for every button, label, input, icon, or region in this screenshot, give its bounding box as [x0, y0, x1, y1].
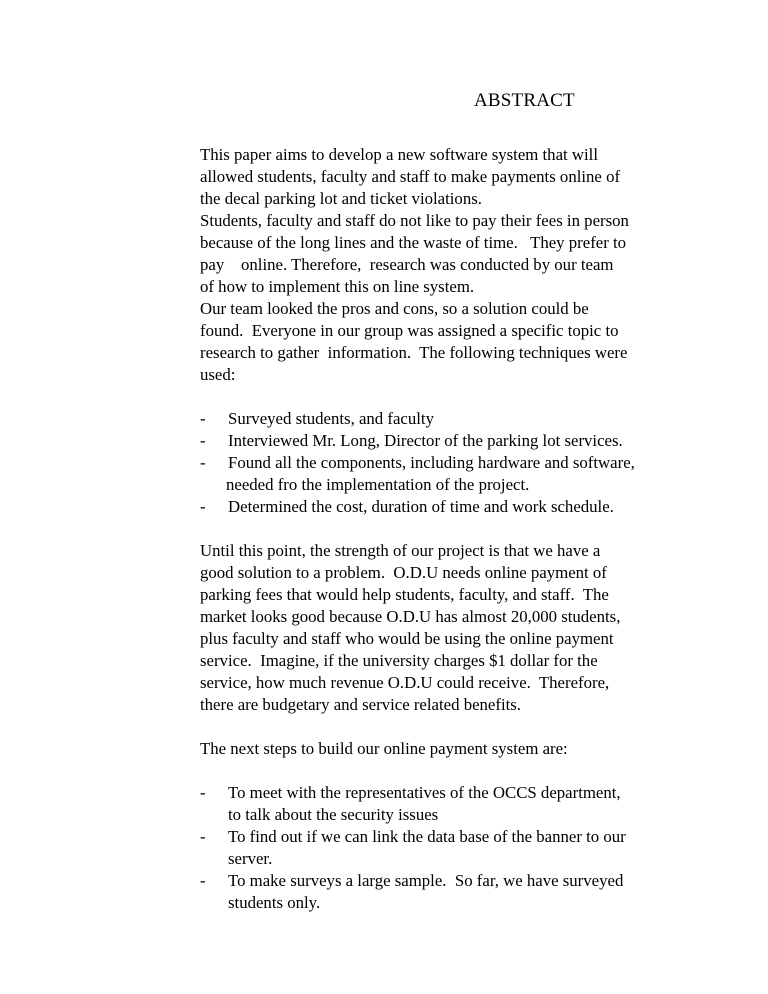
- list-item-text: Interviewed Mr. Long, Director of the parking lot services.: [228, 431, 623, 450]
- page-title: ABSTRACT: [474, 90, 575, 111]
- text-line: plus faculty and staff who would be using the online payment: [200, 629, 614, 648]
- text-line: market looks good because O.D.U has almost 20,000 students,: [200, 607, 621, 626]
- list-item: [200, 826, 760, 848]
- list-dash: -: [200, 497, 206, 516]
- document-body: [200, 144, 760, 914]
- paragraph-gap: [200, 716, 760, 738]
- text-line: there are budgetary and service related benefits.: [200, 695, 522, 714]
- text-line: service, how much revenue O.D.U could receive. Therefore,: [200, 673, 610, 692]
- list-item-continuation: server.: [228, 849, 273, 868]
- paragraph-gap: [200, 386, 760, 408]
- paragraph-gap: [200, 760, 760, 782]
- next-steps-intro: The next steps to build our online payment system are:: [200, 739, 568, 758]
- text-line: because of the long lines and the waste of time. They prefer to: [200, 233, 627, 252]
- list-item: [200, 870, 760, 892]
- list-item: [200, 452, 760, 474]
- text-line: parking fees that would help students, faculty, and staff. The: [200, 585, 609, 604]
- next-steps-list: [200, 782, 760, 914]
- text-line: research to gather information. The following techniques were: [200, 343, 628, 362]
- intro-paragraph: [200, 144, 760, 386]
- text-line: Our team looked the pros and cons, so a solution could be: [200, 299, 589, 318]
- techniques-list: [200, 408, 760, 518]
- list-item-text: To find out if we can link the data base of the banner to our: [228, 827, 626, 846]
- list-dash: -: [200, 431, 206, 450]
- list-item-text: Found all the components, including hardware and software,: [228, 453, 635, 472]
- list-item: [200, 782, 760, 804]
- list-item-text: To meet with the representatives of the OCCS department,: [228, 783, 621, 802]
- list-dash: -: [200, 409, 206, 428]
- text-line: This paper aims to develop a new software system that will: [200, 145, 598, 164]
- text-line: used:: [200, 365, 236, 384]
- paragraph-gap: [200, 518, 760, 540]
- text-line: service. Imagine, if the university charges $1 dollar for the: [200, 651, 598, 670]
- list-dash: -: [200, 453, 206, 472]
- text-line: Until this point, the strength of our project is that we have a: [200, 541, 601, 560]
- list-item-text: Surveyed students, and faculty: [228, 409, 434, 428]
- list-item: [200, 408, 760, 430]
- list-item: [200, 430, 760, 452]
- text-line: allowed students, faculty and staff to make payments online of: [200, 167, 621, 186]
- list-dash: -: [200, 783, 206, 802]
- list-item-continuation: to talk about the security issues: [228, 805, 439, 824]
- strength-paragraph: [200, 540, 760, 716]
- list-item-text: Determined the cost, duration of time and work schedule.: [228, 497, 614, 516]
- text-line: good solution to a problem. O.D.U needs online payment of: [200, 563, 607, 582]
- list-item-continuation: students only.: [228, 893, 321, 912]
- list-item: [200, 496, 760, 518]
- text-line: pay online. Therefore, research was conducted by our team: [200, 255, 614, 274]
- list-item-continuation: needed fro the implementation of the project.: [226, 475, 530, 494]
- list-dash: -: [200, 827, 206, 846]
- text-line: found. Everyone in our group was assigned a specific topic to: [200, 321, 619, 340]
- text-line: the decal parking lot and ticket violations.: [200, 189, 482, 208]
- list-item-text: To make surveys a large sample. So far, we have surveyed: [228, 871, 624, 890]
- list-dash: -: [200, 871, 206, 890]
- text-line: Students, faculty and staff do not like to pay their fees in person: [200, 211, 629, 230]
- text-line: of how to implement this on line system.: [200, 277, 475, 296]
